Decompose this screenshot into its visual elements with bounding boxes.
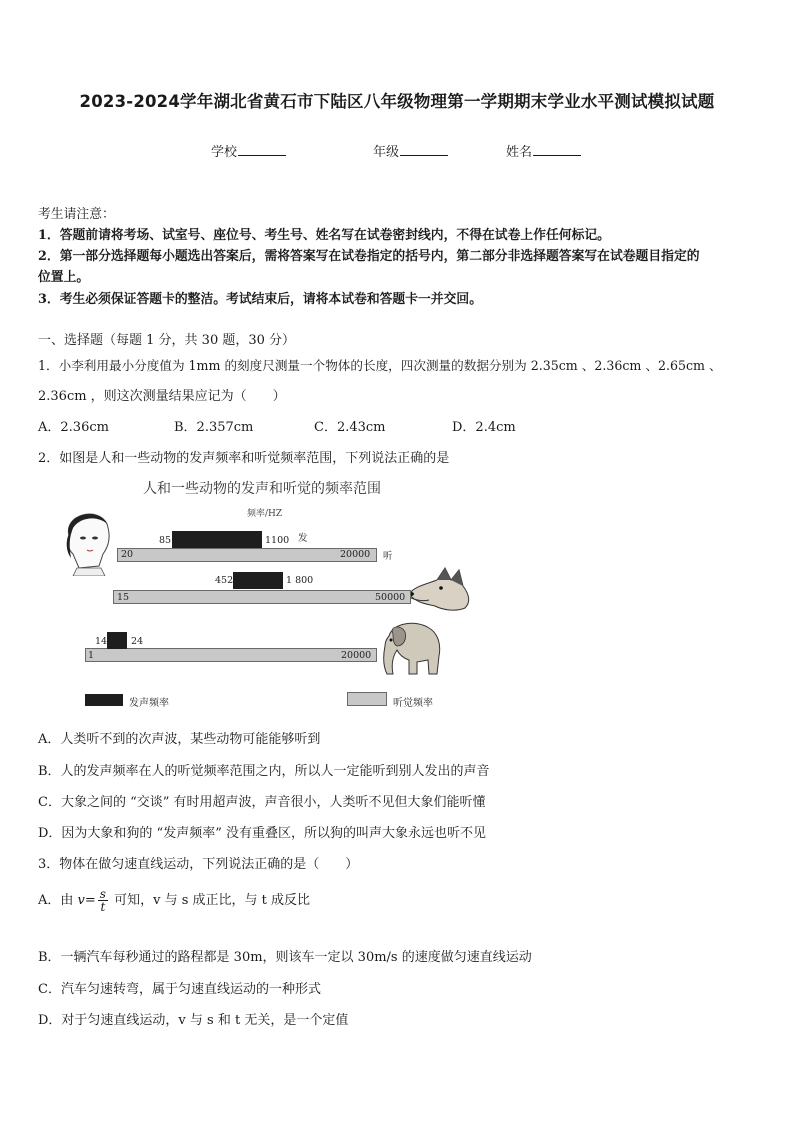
q1-option-c: C．2.43cm (314, 420, 386, 435)
human-emit-high-label: 1100 (265, 535, 290, 546)
q1-option-a: A．2.36cm (38, 420, 109, 435)
figure-unit: 频率/HZ (247, 509, 283, 519)
notice-item-3: 3．考生必须保证答题卡的整洁。考试结束后，请将本试卷和答题卡一并交回。 (38, 292, 482, 307)
legend-emit-swatch (85, 694, 123, 706)
elephant-hearing-bar (85, 648, 377, 662)
school-field (211, 141, 286, 160)
elephant-icon (373, 616, 443, 678)
name-field (506, 141, 581, 160)
q3-option-b: B．一辆汽车每秒通过的路程都是 30m，则该车一定以 30m/s 的速度做匀速直线运动 (38, 950, 532, 965)
dog-head-icon (407, 566, 475, 614)
human-hearing-bar (117, 548, 377, 562)
emit-tag: 发 (298, 533, 308, 544)
dog-emitting-bar (233, 572, 283, 589)
human-face-icon (59, 506, 115, 576)
grade-label: 年级 (373, 145, 400, 160)
dog-hear-high-label: 50000 (375, 592, 406, 603)
elephant-hear-low-label: 1 (88, 650, 95, 661)
q3-option-c: C．汽车匀速转弯，属于匀速直线运动的一种形式 (38, 982, 321, 997)
section-title: 一、选择题（每题 1 分，共 30 题，30 分） (38, 333, 296, 348)
legend-hear-label: 听觉频率 (393, 698, 433, 709)
q2-stem: 2．如图是人和一些动物的发声频率和听觉频率范围，下列说法正确的是 (38, 451, 450, 466)
q3-option-a-prefix: A．由 (38, 893, 74, 908)
hear-tag: 听 (383, 551, 393, 562)
q2-option-a: A．人类听不到的次声波，某些动物可能能够听到 (38, 732, 321, 747)
q2-option-c: C．大象之间的 “交谈” 有时用超声波，声音很小，人类听不见但大象们能听懂 (38, 795, 486, 810)
elephant-emit-low-label: 14 (95, 636, 108, 647)
elephant-hear-high-label: 20000 (341, 650, 372, 661)
notice-item-2-cont: 位置上。 (38, 270, 90, 285)
school-blank[interactable] (238, 143, 286, 156)
q1-stem-line2: 2.36cm ，则这次测量结果应记为（ ） (38, 389, 286, 404)
human-hear-low-label: 20 (121, 549, 134, 560)
name-label: 姓名 (506, 145, 533, 160)
q2-option-b: B．人的发声频率在人的听觉频率范围之内，所以人一定能听到别人发出的声音 (38, 764, 490, 779)
q3-stem: 3．物体在做匀速直线运动，下列说法正确的是（ ） (38, 857, 359, 872)
human-emit-low-label: 85 (159, 535, 172, 546)
formula-lhs: v (77, 893, 85, 908)
legend-hear-swatch (347, 692, 387, 706)
dog-emit-low-label: 452 (215, 575, 234, 586)
q3-option-a (38, 888, 310, 913)
formula-fraction (98, 888, 108, 913)
dog-hear-low-label: 15 (117, 592, 130, 603)
q3-option-d: D．对于匀速直线运动，v 与 s 和 t 无关，是一个定值 (38, 1013, 349, 1028)
notice-item-2: 2．第一部分选择题每小题选出答案后，需将答案写在试卷指定的括号内，第二部分非选择题答案写在试卷题目指定的 (38, 249, 700, 264)
human-emitting-bar (172, 531, 262, 548)
notice-item-1: 1．答题前请将考场、试室号、座位号、考生号、姓名写在试卷密封线内，不得在试卷上作任何标记。 (38, 228, 610, 243)
human-hear-high-label: 20000 (340, 549, 371, 560)
q1-option-d: D．2.4cm (452, 420, 516, 435)
grade-field (373, 141, 448, 160)
figure-title: 人和一些动物的发声和听觉的频率范围 (143, 481, 381, 497)
dog-emit-high-label: 1 800 (286, 575, 314, 586)
notice-heading: 考生请注意： (38, 207, 115, 222)
q1-option-b: B．2.357cm (174, 420, 254, 435)
legend-emit-label: 发声频率 (129, 698, 169, 709)
school-label: 学校 (211, 145, 238, 160)
name-blank[interactable] (533, 143, 581, 156)
formula-denominator: t (100, 900, 106, 914)
frequency-range-figure (55, 470, 495, 715)
q1-stem-line1: 1．小李利用最小分度值为 1mm 的刻度尺测量一个物体的长度，四次测量的数据分别为 2.35cm 、2.36cm 、2.65cm 、 (38, 358, 722, 373)
q3-option-a-suffix: 可知，v 与 s 成正比，与 t 成反比 (114, 893, 311, 908)
elephant-emit-high-label: 24 (131, 636, 144, 647)
formula-equals: = (84, 893, 96, 908)
formula-numerator: s (99, 887, 106, 901)
grade-blank[interactable] (400, 143, 448, 156)
page-title: 2023-2024学年湖北省黄石市下陆区八年级物理第一学期期末学业水平测试模拟试题 (79, 92, 715, 111)
q2-option-d: D．因为大象和狗的 “发声频率” 没有重叠区，所以狗的叫声大象永远也听不见 (38, 826, 486, 841)
elephant-emitting-bar (107, 632, 127, 649)
dog-hearing-bar (113, 590, 411, 604)
